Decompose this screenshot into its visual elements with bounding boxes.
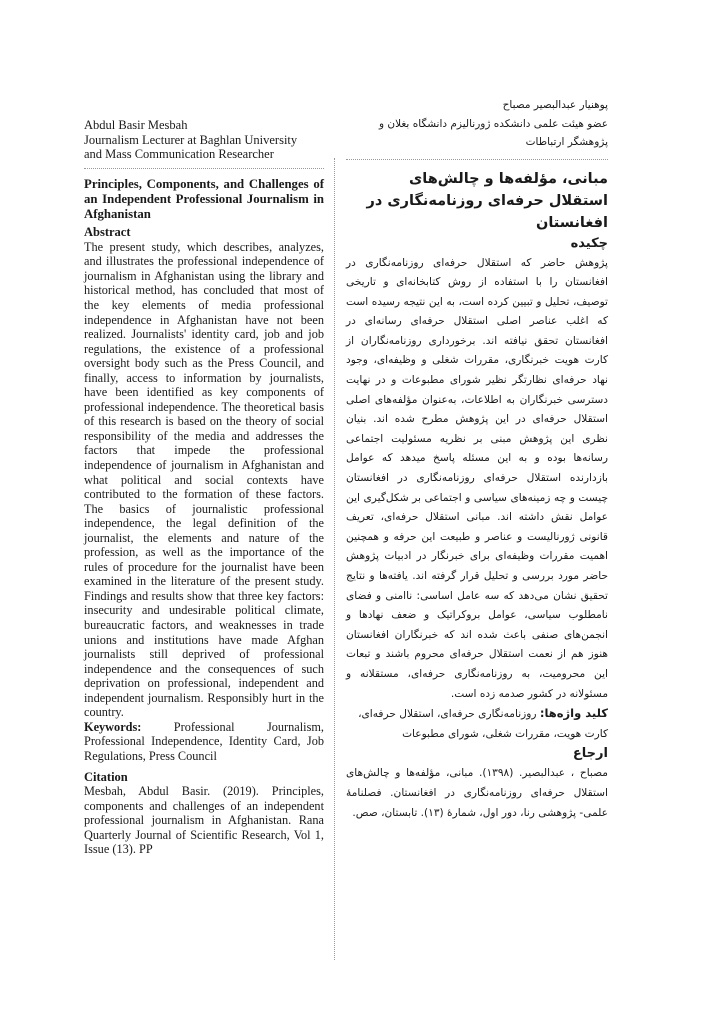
divider-line-en — [84, 168, 324, 169]
column-divider — [334, 158, 335, 960]
author-position-en: Journalism Lecturer at Baghlan University — [84, 132, 298, 147]
author-position2-fa: پژوهشگر ارتباطات — [525, 136, 608, 148]
persian-column — [346, 96, 608, 823]
author-position2-en: and Mass Communication Researcher — [84, 147, 274, 162]
keywords-label-fa: کلید واژه‌ها: — [539, 706, 608, 721]
author-position-fa: عضو هیئت علمی دانشکده ژورنالیزم دانشگاه بغلان و — [378, 117, 608, 130]
english-column — [84, 118, 324, 857]
abstract-text-en: The present study, which describes, analyzes, and illustrates the professional independence of journalism in Afghanistan using the library and historical method, has concluded that most of the key elements of media professional independence in Afghanistan have not been realized. Journalists' identity card, job and job regulations, the existence of a professional oversight body such as the Press Council, and finally, access to information by journalists, have been identified as key components of professional independence. The theoretical basis of this research is based on the theory of social responsibility of the media and addresses the factors that impede the professional independence of journalism in Afghanistan and what political and social contexts have contributed to the formation of these factors. The basics of journalistic professional independence, the legal definition of the journalist, the elements and nature of the profession, as well as the importance of the rules of procedure for the journalist have been examined in the literature of the present study. Findings and results show that three key factors: insecurity and undesirable political climate, bureaucratic factors, and weaknesses in trade unions and institutions have made Afghan journalists still deprived of professional independence and the consequences of such deprivation on professional, independent and independent journalism. Responsibly hurt in the country. — [84, 239, 324, 720]
keywords-fa — [346, 704, 608, 744]
keywords-label-en: Keywords: — [84, 719, 142, 734]
citation-text-en: Mesbah, Abdul Basir. (2019). Principles, components and challenges of an independent professional journalism in Afghanistan. Rana Quarterly Journal of Scientific Research, Vol 1, Issue (13). PP — [84, 784, 324, 857]
author-block-fa — [346, 96, 608, 152]
citation-heading-en: Citation — [84, 769, 128, 784]
abstract-heading-en: Abstract — [84, 225, 131, 240]
keywords-text-fa: روزنامه‌نگاری حرفه‌ای، استقلال حرفه‌ای، کارت هویت، مقررات شغلی، شورای مطبوعات — [358, 708, 608, 740]
abstract-text-fa: پژوهش حاضر که استقلال حرفه‌ای روزنامه‌نگاری در افغانستان را با استفاده از روش کتابخانه‌ای و تاریخی توصیف، تحلیل و تبیین کرده است، به این نتیجه رسیده است که اغلب عناصر اصلی استقلال حرفه‌ای رسانه‌ای در افغانستان تحقق نیافته اند. برخورداری روزنامه‌نگاران از کارت هویت خبرنگاری، مقررات شغلی و وظیفه‌ای، وجود نهاد حرفه‌ای نظارتگر نظیر شورای مطبوعات و در نهایت دسترسی خبرنگاران به اطلاعات، به‌عنوان مؤلفه‌های اصلی استقلال حرفه‌ای در این پژوهش مطرح شده اند. بنیان نظری این پژوهش مبنی بر نظریه مسئولیت اجتماعی رسانه‌ها بوده و به این مسئله پاسخ میدهد که عوامل بازدارنده استقلال حرفه‌ای روزنامه‌نگاری در افغانستان چیست و چه زمینه‌های سیاسی و اجتماعی بر شکل‌گیری این عوامل نقش داشته اند. مبانی استقلال حرفه‌ای، تعریف قانونی ژورنالیست و عناصر و طبیعت این حرفه و همچنین اهمیت مقررات وظیفه‌ای برای خبرنگار در ادبیات پژوهش حاضر مورد بررسی و تحلیل قرار گرفته اند. یافته‌ها و نتایج تحقیق نشان می‌دهد که سه عامل اساسی: ناامنی و فضای نامطلوب سیاسی، عوامل بروکراتیک و ضعف نهادها و انجمن‌های صنفی باعث شده اند که خبرنگاران افغانستان هنوز هم از نعمت استقلال حرفه‌ای محروم باشند و تبعات این محرومیت، به روزنامه‌نگاری حرفه‌ای، مستقلانه و مسئولانه در کشور صدمه زده است. — [346, 256, 608, 700]
keywords-en — [84, 720, 324, 764]
abstract-heading-fa: چکیده — [570, 235, 608, 251]
author-name-fa: پوهنیار عبدالبصیر مصباح — [502, 99, 608, 111]
paper-title-en: Principles, Components, and Challenges of an Independent Professional Journalism in Afghanistan — [84, 177, 324, 222]
reference-text-fa: مصباح ، عبدالبصیر. (۱۳۹۸). مبانی، مؤلفه‌ها و چالش‌های استقلال حرفه‌ای روزنامه‌نگاری در افغانستان. فصلنامهٔ علمی- پژوهشی رنا، دور اول، شمارهٔ (۱۳). تابستان، صص. — [346, 767, 608, 819]
author-block-en — [84, 118, 324, 162]
divider-line-fa — [346, 159, 608, 160]
author-name-en: Abdul Basir Mesbah — [84, 118, 188, 132]
keywords-text-en: Professional Journalism, Professional Independence, Identity Card, Job Regulations, Press Council — [84, 719, 324, 763]
references-heading-fa: ارجاع — [572, 746, 608, 762]
paper-title-fa: مبانی، مؤلفه‌ها و چالش‌های استقلال حرفه‌ای روزنامه‌نگاری در افغانستان — [366, 170, 608, 231]
